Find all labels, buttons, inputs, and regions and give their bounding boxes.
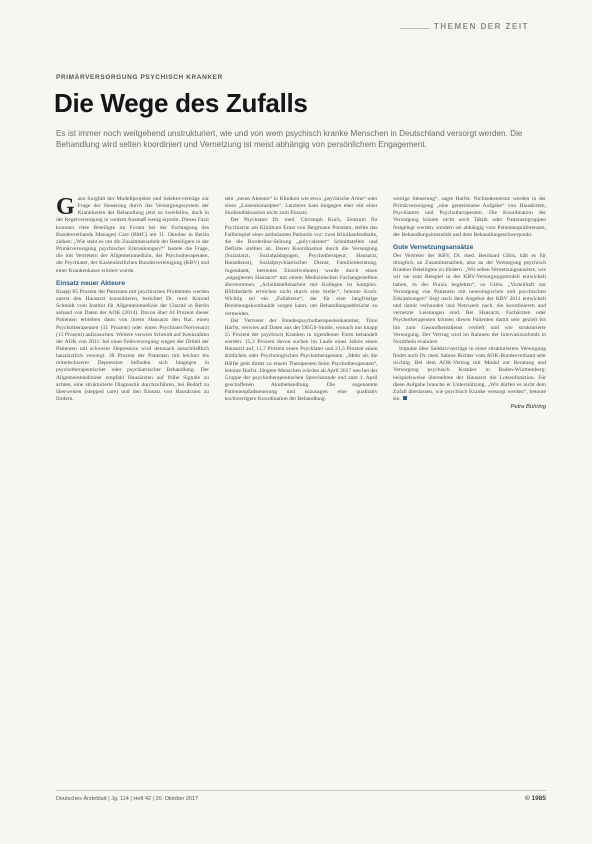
paragraph-text: Impulse über Selektivverträge in einer strukturierten Versorgung findet auch Dr. med. Sabine Richter vom AOK-Bundesverband sehr wichtig. Bei dem AOK-Vertrag mit Modul zur Beratung und Versorgung psychisch Kranker in Baden-Württemberg: beispielsweise übernehme der Hausarzt die Lotsenfunktion. Für diese Aufgabe brauche er Unterstützung. „Wir dürfen es nicht dem Zufall überlassen, wie psychisch Kranke versorgt werden“, betonte sie. — [393, 345, 546, 403]
column-1 — [56, 196, 209, 788]
footer-page-code: © 1985 — [524, 795, 546, 802]
subhead-vernetzung: Gute Vernetzungsansätze — [393, 243, 474, 251]
drop-cap: G — [56, 196, 75, 220]
paragraph: Der Vertreter der Bundespsychotherapeutenkammer, Timo Harfst, verwies auf Daten aus der DEGS-Studie, wonach nur knapp 15 Prozent der psychisch Kranken in irgendeiner Form behandelt werden: 15,3 Prozent davon suchen im Laufe eines Jahres einen Hausarzt auf, 11,7 Prozent einen Psychiater und 21,5 Prozent einen ärztlichen oder Psychologischen Psychotherapeuten. „Mehr als die Hälfte geht direkt zu einem Therapeuten beim Psychotherapeuten“, betonte Harfst. Jüngere Menschen würden ab April 2017 neu bei der Gruppe der psychotherapeutischen Sprechstunde und zum 1. April geschaffenen Akutbehandlung. Die sogenannte Patientenpfadsteuerung und sozusagen eine qualitativ hochwertigere Koordination der Behandlung. — [224, 317, 378, 403]
page-footer — [56, 795, 546, 802]
end-mark-icon — [403, 396, 407, 400]
footer-rule — [56, 790, 546, 791]
running-head-rule — [400, 28, 430, 29]
footer-citation: Deutsches Ärzteblatt | Jg. 114 | Heft 42 | 20. Oktober 2017 — [56, 796, 199, 802]
paragraph: wertige Steuerung“, sagte Harfst. Nichtsdestotrotz werden in der Primärversorgung „eine gemeinsame Aufgabe“ von Hausärzten, Psychiatern und Psychotherapeuten. Die Koordination der Versorgung könnte nicht noch Taktik oder Patientengruppen festgelegt werden, sondern sei abhängig vom Patientenpräferenzen, der Behandlungsintensität und dem Behandlungsschwerpunkt. — [393, 196, 546, 238]
article-headline: Die Wege des Zufalls — [54, 88, 308, 118]
paragraph: Der Psychiater Dr. med. Christoph Koch, Zentrum für Psychiatrie am Klinikum Ernst von Bergmann Potsdam, stellte das Fallbeispiel einer ambulanten Patientin vor: zwei Klinikaufenthalte, die die Borderline-Störung „polyvalenter“ Schnittstellen und Defizite stellten an. Deren Koordination durch die Versorgung (Sozialarzt, Sozialpädagogen, Psychotherapeut, Hausarzt, Hausdienst), Sozialpsychiatrischer Dienst, Familienberatung, Jugendamt, betreutes Einzelwohnen) wurde durch einen „engagierten Hausarzt“ mit einem Medizinischen Fachangestellten übernommen. „Schnittstellenarbeit mit Kollegen ist komplex. Hilfsbedarfe erreichen nicht durch eine Stelle.“, betonte Koch. Wichtig sei ein „Fallakteur“, der für eine langfristige Beziehungskontinuität sorgen kann, um Behandlungsabbrüche zu vermeiden. — [224, 217, 378, 317]
paragraph: Der Vertreter der KBV, Dr. med. Bernhard Gibis, hält es für dringlich, an Zusammenarbeit, also an der Versorgung psychisch Kranker Beteiligten zu fördern. „Wir sehen Vernetzungsansätze, wie wir sie zum Beispiel in der KBV-Versorgungsmodell entwickelt haben, in der Praxis begleiten“, so Gibis. „Vorteilhaft zur Versorgung von Patienten mit neurologischen und psychischen Erkrankungen“ liegt nach dem Angebot der KBV 2011 entwickelt und damit verbunden und Netzwerk nach, die koordinieren und vernetzte Leistungen sind. Bei Hausarzt, Fachärzten oder Psychotherapeuten können diesen Patienten damit sehr gezielt bis hin zum Gesundheitsdienst vertieft und wie strukturierte Versorgung. Der Vertrag wird im Rahmen der Innovationsfonds in Nordrhein evaluiert. — [393, 252, 546, 345]
subhead-einsatz: Einsatz neuer Akteure — [56, 279, 126, 287]
author-byline: Petra Bühring — [510, 404, 546, 411]
article-kicker: PRIMÄRVERSORGUNG PSYCHISCH KRANKER — [56, 74, 223, 81]
paragraph-text: anz Sorgfalt der Modellprojekte und Selektivverträge zur Frage der Steuerung durch das Versorgungssystem der Krankheiten der Behandlung jetzt so zweifellos, doch in der Regelversorgung in weitem Ausmaß wenig erprobt. Dieses Fazit konnten viele Beteiligte im Forum bei der Fachtagung des Bundesverbands Managed Care (BMC) am 11. Oktober in Berlin ziehen: „Wie steht es um die Zusammenarbeit der Beteiligten in der Primärversorgung psychischer Erkrankungen?“ lautete die Frage, die mit Vertretern der Allgemeinmedizin, der Psychotherapeuten, der Psychiater, der Kassenärztlichen Bundesvereinigung (KBV) und einer Krankenkasse erörtert wurde. — [56, 196, 209, 274]
column-3 — [393, 196, 546, 788]
paragraph — [56, 196, 209, 275]
running-head: THEMEN DER ZEIT — [434, 22, 529, 31]
paragraph: sehr „neuer Akteure“ in Kliniken wie etwa „psychische Arme“ oder eines „Lotsenkonzeptes“. Letzteres kam hingegen eher mit einer Studiendiskussion nicht zum Einsatz. — [224, 196, 378, 217]
column-2 — [225, 196, 378, 788]
paragraph — [393, 346, 546, 403]
article-deck: Es ist immer noch weitgehend unstrukturiert, wie und von wem psychisch kranke Menschen in Deutschland versorgt werden. Die Behandlung wird selten koordiniert und Vernetzung ist meist abhängig von persönlichem Engagement. — [56, 129, 523, 149]
article-body — [56, 196, 546, 788]
paragraph: Knapp 85 Prozent der Patienten mit psychischen Problemen werden zuerst den Hausarzt konsultieren, berichtet Dr. med. Konrad Schmidt vom Institut für Allgemeinmedizin der Charité in Berlin anhand von Daten der AOK (2014). Davon über 44 Prozent dieser Patienten erhielten dann von ihrem Hausarzt den Rat, einen Psychotherapeuten (31 Prozent) oder einen Psychiater/Nervenarzt (13 Prozent) aufzusuchen. Weitere verwies Schmidt auf Kennzahlen der AOK von 2011: bei einer Fehlversorgung wegen der Drittel der Patienten mit schwerer Depression wird demnach ausschließlich hausärztlich versorgt. 30 Prozent der Patienten mit leichter bis mittelschwerer Depression befinden sich hingegen in psychotherapeutischer oder psychiatrischer Behandlung. Der Allgemeinmediziner empfahl Hausärzten auf frühe Signale zu achten, eine strukturierte Diagnostik durchzuführen, bei Bedarf zu überweisen (stepped care) und den Einsatz von Hausärzten zu fördern. — [56, 288, 209, 403]
